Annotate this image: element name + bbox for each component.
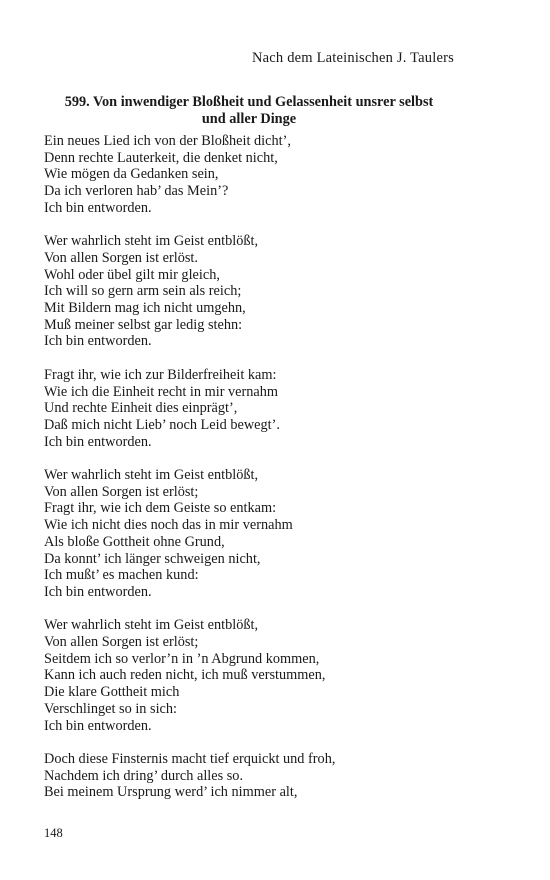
verse-line: Wie ich die Einheit recht in mir vernahm	[44, 383, 279, 400]
poem-title-line: 599. Von inwendiger Bloßheit und Gelassenheit unsrer selbst	[64, 94, 434, 110]
verse-line: Und rechte Einheit dies einprägt’,	[44, 400, 238, 417]
page-number: 148	[44, 826, 63, 840]
verse-line: Ich mußt’ es machen kund:	[44, 567, 199, 584]
verse-line: Wohl oder übel gilt mir gleich,	[44, 266, 220, 283]
poem-title	[44, 94, 454, 128]
verse-line: Von allen Sorgen ist erlöst;	[44, 634, 199, 651]
verse-line: Wer wahrlich steht im Geist entblößt,	[44, 467, 259, 484]
verse-line: Kann ich auch reden nicht, ich muß verstummen,	[44, 667, 326, 684]
verse-line: Da ich verloren hab’ das Mein’?	[44, 183, 229, 200]
verse-line: Ich bin entworden.	[44, 717, 152, 734]
stanza	[44, 367, 464, 451]
verse-line: Ich bin entworden.	[44, 433, 152, 450]
verse-line: Ich bin entworden.	[44, 583, 152, 600]
verse-line: Als bloße Gottheit ohne Grund,	[44, 533, 225, 550]
verse-line: Muß meiner selbst gar ledig stehn:	[44, 316, 243, 333]
stanza	[44, 133, 464, 217]
verse-line: Wie mögen da Gedanken sein,	[44, 166, 219, 183]
verse-line: Denn rechte Lauterkeit, die denket nicht,	[44, 149, 278, 166]
verse-line: Wie ich nicht dies noch das in mir vernahm	[44, 517, 293, 534]
verse-line: Da konnt’ ich länger schweigen nicht,	[44, 550, 261, 567]
verse-line: Ich bin entworden.	[44, 333, 152, 350]
verse-line: Wer wahrlich steht im Geist entblößt,	[44, 233, 259, 250]
stanza	[44, 617, 464, 734]
verse-line: Daß mich nicht Lieb’ noch Leid bewegt’.	[44, 416, 280, 433]
poem-body	[44, 133, 464, 818]
verse-line: Fragt ihr, wie ich dem Geiste so entkam:	[44, 500, 277, 517]
verse-line: Die klare Gottheit mich	[44, 684, 180, 701]
stanza	[44, 467, 464, 601]
verse-line: Von allen Sorgen ist erlöst.	[44, 249, 198, 266]
verse-line: Seitdem ich so verlor’n in ’n Abgrund kommen,	[44, 650, 320, 667]
stanza	[44, 751, 464, 801]
verse-line: Ich will so gern arm sein als reich;	[44, 283, 242, 300]
verse-line: Doch diese Finsternis macht tief erquickt und froh,	[44, 750, 336, 767]
verse-line: Nachdem ich dring’ durch alles so.	[44, 767, 244, 784]
verse-line: Ein neues Lied ich von der Bloßheit dicht’,	[44, 133, 291, 149]
verse-line: Wer wahrlich steht im Geist entblößt,	[44, 617, 259, 634]
verse-line: Ich bin entworden.	[44, 199, 152, 216]
verse-line: Bei meinem Ursprung werd’ ich nimmer alt,	[44, 784, 298, 801]
verse-line: Mit Bildern mag ich nicht umgehn,	[44, 300, 246, 317]
running-header: Nach dem Lateinischen J. Taulers	[251, 50, 454, 66]
stanza	[44, 233, 464, 350]
verse-line: Von allen Sorgen ist erlöst;	[44, 483, 199, 500]
poem-title-line: und aller Dinge	[201, 111, 297, 127]
verse-line: Verschlinget so in sich:	[44, 700, 178, 717]
verse-line: Fragt ihr, wie ich zur Bilderfreiheit kam:	[44, 366, 277, 383]
